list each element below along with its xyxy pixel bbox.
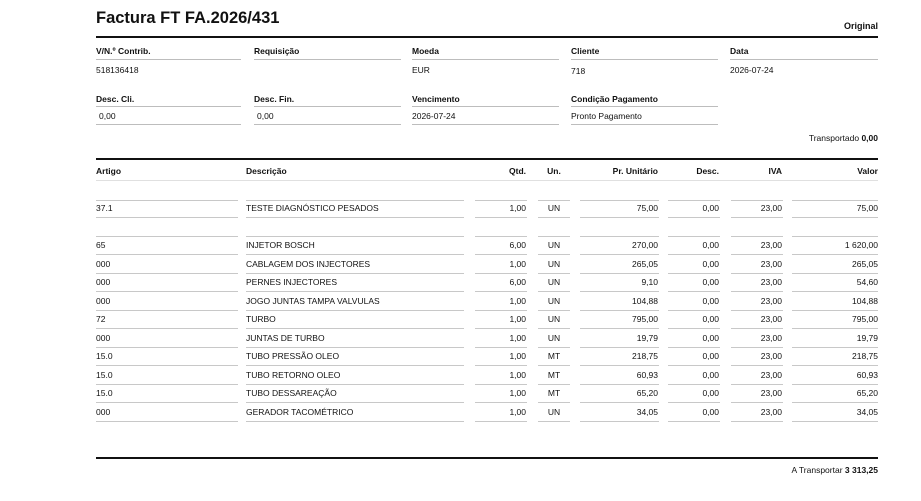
cell-underline bbox=[731, 310, 783, 311]
cell-underline bbox=[792, 347, 878, 348]
table-top-rule bbox=[96, 158, 878, 160]
cell-underline bbox=[475, 347, 527, 348]
data-label: Data bbox=[730, 46, 749, 56]
cell-underline bbox=[246, 291, 464, 292]
cell-artigo: 37.1 bbox=[96, 203, 113, 213]
cell-descricao: TUBO RETORNO OLEO bbox=[246, 370, 341, 380]
transportado-label: Transportado bbox=[808, 133, 860, 143]
vencimento-label: Vencimento bbox=[412, 94, 460, 104]
cell-desc: 0,00 bbox=[702, 296, 719, 306]
cell-underline bbox=[731, 236, 783, 237]
cell-underline bbox=[731, 273, 783, 274]
cell-qtd: 1,00 bbox=[509, 259, 526, 269]
desc-cli-value-underline bbox=[96, 124, 241, 125]
cell-underline bbox=[475, 254, 527, 255]
cell-underline bbox=[668, 254, 720, 255]
col-valor-header: Valor bbox=[857, 166, 878, 176]
cell-un: UN bbox=[547, 277, 561, 287]
cell-underline bbox=[731, 384, 783, 385]
cell-qtd: 1,00 bbox=[509, 407, 526, 417]
cell-pr-unitario: 218,75 bbox=[632, 351, 658, 361]
table-row bbox=[0, 351, 921, 370]
cell-underline bbox=[792, 328, 878, 329]
cell-underline bbox=[580, 236, 659, 237]
cell-underline bbox=[96, 347, 238, 348]
cell-pr-unitario: 60,93 bbox=[636, 370, 658, 380]
cell-underline bbox=[731, 365, 783, 366]
cell-underline bbox=[96, 200, 238, 201]
cliente-label: Cliente bbox=[571, 46, 600, 56]
col-iva-header: IVA bbox=[768, 166, 782, 176]
cell-underline bbox=[580, 384, 659, 385]
cell-artigo: 000 bbox=[96, 296, 111, 306]
cell-underline bbox=[246, 310, 464, 311]
cell-iva: 23,00 bbox=[760, 277, 782, 287]
table-row bbox=[0, 370, 921, 389]
cell-iva: 23,00 bbox=[760, 370, 782, 380]
cell-pr-unitario: 265,05 bbox=[632, 259, 658, 269]
cliente-underline bbox=[571, 59, 718, 60]
cell-underline bbox=[580, 217, 659, 218]
contrib-label: V/N.º Contrib. bbox=[96, 46, 151, 56]
table-row bbox=[0, 259, 921, 278]
cell-qtd: 1,00 bbox=[509, 388, 526, 398]
a-transportar bbox=[792, 465, 879, 475]
contrib-value: 518136418 bbox=[96, 65, 139, 75]
table-row bbox=[0, 240, 921, 259]
transportado bbox=[809, 133, 878, 143]
cell-un: UN bbox=[547, 314, 561, 324]
cell-artigo: 000 bbox=[96, 259, 111, 269]
cell-pr-unitario: 34,05 bbox=[636, 407, 658, 417]
cell-underline bbox=[580, 200, 659, 201]
cell-underline bbox=[538, 236, 570, 237]
requisicao-label: Requisição bbox=[254, 46, 300, 56]
cell-valor: 1 620,00 bbox=[844, 240, 878, 250]
cell-desc: 0,00 bbox=[702, 351, 719, 361]
cell-descricao: JOGO JUNTAS TAMPA VALVULAS bbox=[246, 296, 380, 306]
cell-underline bbox=[538, 328, 570, 329]
transportado-value: 0,00 bbox=[861, 133, 878, 143]
cell-underline bbox=[731, 402, 783, 403]
moeda-value: EUR bbox=[412, 65, 430, 75]
col-descricao-header: Descrição bbox=[246, 166, 287, 176]
cell-desc: 0,00 bbox=[702, 240, 719, 250]
cell-un: MT bbox=[547, 370, 561, 380]
cell-underline bbox=[96, 217, 238, 218]
table-bottom-rule bbox=[96, 457, 878, 459]
cell-descricao: INJETOR BOSCH bbox=[246, 240, 315, 250]
cell-un: UN bbox=[547, 296, 561, 306]
cell-artigo: 000 bbox=[96, 407, 111, 417]
cell-valor: 60,93 bbox=[856, 370, 878, 380]
table-row bbox=[0, 222, 921, 241]
cell-underline bbox=[538, 200, 570, 201]
cell-underline bbox=[538, 421, 570, 422]
cell-desc: 0,00 bbox=[702, 277, 719, 287]
cell-underline bbox=[96, 273, 238, 274]
cell-underline bbox=[792, 384, 878, 385]
cell-underline bbox=[246, 254, 464, 255]
cell-iva: 23,00 bbox=[760, 333, 782, 343]
cell-underline bbox=[792, 217, 878, 218]
desc-cli-underline bbox=[96, 106, 241, 107]
cell-pr-unitario: 270,00 bbox=[632, 240, 658, 250]
data-underline bbox=[730, 59, 878, 60]
cell-underline bbox=[475, 402, 527, 403]
vencimento-underline bbox=[412, 106, 559, 107]
col-un-header: Un. bbox=[547, 166, 561, 176]
cell-underline bbox=[731, 254, 783, 255]
cell-un: UN bbox=[547, 240, 561, 250]
cell-iva: 23,00 bbox=[760, 296, 782, 306]
cell-descricao: TURBO bbox=[246, 314, 276, 324]
requisicao-underline bbox=[254, 59, 401, 60]
cell-pr-unitario: 795,00 bbox=[632, 314, 658, 324]
desc-fin-value-underline bbox=[254, 124, 401, 125]
cell-underline bbox=[538, 347, 570, 348]
cell-underline bbox=[792, 254, 878, 255]
cell-iva: 23,00 bbox=[760, 259, 782, 269]
condicao-value: Pronto Pagamento bbox=[571, 111, 642, 121]
cell-underline bbox=[731, 217, 783, 218]
cell-descricao: CABLAGEM DOS INJECTORES bbox=[246, 259, 371, 269]
cell-valor: 265,05 bbox=[852, 259, 878, 269]
cell-underline bbox=[668, 310, 720, 311]
cliente-value: 718 bbox=[571, 66, 586, 76]
cell-underline bbox=[246, 347, 464, 348]
condicao-label: Condição Pagamento bbox=[571, 94, 658, 104]
cell-descricao: TUBO DESSAREAÇÃO bbox=[246, 388, 337, 398]
col-qtd-header: Qtd. bbox=[509, 166, 526, 176]
cell-pr-unitario: 75,00 bbox=[636, 203, 658, 213]
cell-valor: 218,75 bbox=[852, 351, 878, 361]
cell-underline bbox=[792, 200, 878, 201]
cell-qtd: 1,00 bbox=[509, 296, 526, 306]
cell-underline bbox=[96, 328, 238, 329]
cell-iva: 23,00 bbox=[760, 240, 782, 250]
cell-pr-unitario: 9,10 bbox=[641, 277, 658, 287]
cell-desc: 0,00 bbox=[702, 259, 719, 269]
cell-underline bbox=[538, 273, 570, 274]
cell-underline bbox=[668, 291, 720, 292]
cell-underline bbox=[475, 421, 527, 422]
cell-pr-unitario: 104,88 bbox=[632, 296, 658, 306]
cell-underline bbox=[475, 384, 527, 385]
copy-label: Original bbox=[843, 21, 878, 31]
cell-qtd: 1,00 bbox=[509, 203, 526, 213]
cell-underline bbox=[96, 310, 238, 311]
cell-qtd: 6,00 bbox=[509, 277, 526, 287]
cell-valor: 795,00 bbox=[852, 314, 878, 324]
contrib-underline bbox=[96, 59, 241, 60]
cell-underline bbox=[538, 291, 570, 292]
cell-descricao: TESTE DIAGNÓSTICO PESADOS bbox=[246, 203, 379, 213]
cell-valor: 54,60 bbox=[856, 277, 878, 287]
cell-pr-unitario: 19,79 bbox=[636, 333, 658, 343]
cell-underline bbox=[246, 200, 464, 201]
cell-underline bbox=[96, 291, 238, 292]
table-row bbox=[0, 296, 921, 315]
cell-underline bbox=[668, 217, 720, 218]
cell-underline bbox=[475, 217, 527, 218]
cell-underline bbox=[96, 254, 238, 255]
cell-descricao: TUBO PRESSÃO OLEO bbox=[246, 351, 340, 361]
cell-qtd: 1,00 bbox=[509, 333, 526, 343]
cell-underline bbox=[538, 310, 570, 311]
cell-underline bbox=[538, 254, 570, 255]
cell-underline bbox=[792, 421, 878, 422]
cell-artigo: 15.0 bbox=[96, 388, 113, 398]
cell-iva: 23,00 bbox=[760, 407, 782, 417]
cell-underline bbox=[668, 402, 720, 403]
cell-underline bbox=[731, 421, 783, 422]
cell-underline bbox=[246, 217, 464, 218]
cell-un: UN bbox=[547, 259, 561, 269]
desc-cli-value: 0,00 bbox=[99, 111, 116, 121]
condicao-underline bbox=[571, 106, 718, 107]
cell-desc: 0,00 bbox=[702, 203, 719, 213]
cell-qtd: 6,00 bbox=[509, 240, 526, 250]
cell-underline bbox=[668, 328, 720, 329]
cell-underline bbox=[580, 421, 659, 422]
table-row bbox=[0, 277, 921, 296]
cell-underline bbox=[246, 384, 464, 385]
cell-underline bbox=[96, 402, 238, 403]
cell-underline bbox=[668, 273, 720, 274]
cell-artigo: 000 bbox=[96, 277, 111, 287]
cell-underline bbox=[792, 236, 878, 237]
cell-qtd: 1,00 bbox=[509, 314, 526, 324]
data-value: 2026-07-24 bbox=[730, 65, 774, 75]
table-header-rule bbox=[96, 180, 878, 181]
cell-underline bbox=[246, 236, 464, 237]
desc-cli-label: Desc. Cli. bbox=[96, 94, 135, 104]
cell-underline bbox=[580, 328, 659, 329]
cell-iva: 23,00 bbox=[760, 203, 782, 213]
cell-underline bbox=[538, 217, 570, 218]
cell-valor: 34,05 bbox=[856, 407, 878, 417]
cell-underline bbox=[580, 365, 659, 366]
cell-un: UN bbox=[547, 407, 561, 417]
cell-underline bbox=[792, 402, 878, 403]
cell-underline bbox=[731, 347, 783, 348]
cell-underline bbox=[96, 365, 238, 366]
cell-underline bbox=[792, 365, 878, 366]
cell-desc: 0,00 bbox=[702, 407, 719, 417]
cell-iva: 23,00 bbox=[760, 314, 782, 324]
cell-underline bbox=[668, 421, 720, 422]
cell-pr-unitario: 65,20 bbox=[636, 388, 658, 398]
table-row bbox=[0, 407, 921, 426]
vencimento-value-underline bbox=[412, 124, 559, 125]
cell-underline bbox=[96, 421, 238, 422]
cell-underline bbox=[668, 200, 720, 201]
cell-underline bbox=[668, 384, 720, 385]
cell-artigo: 65 bbox=[96, 240, 106, 250]
cell-un: UN bbox=[547, 333, 561, 343]
desc-fin-label: Desc. Fin. bbox=[254, 94, 295, 104]
col-pr-unitario-header: Pr. Unitário bbox=[612, 166, 658, 176]
col-artigo-header: Artigo bbox=[96, 166, 122, 176]
moeda-label: Moeda bbox=[412, 46, 439, 56]
cell-underline bbox=[475, 200, 527, 201]
cell-desc: 0,00 bbox=[702, 370, 719, 380]
cell-underline bbox=[792, 291, 878, 292]
cell-qtd: 1,00 bbox=[509, 370, 526, 380]
cell-underline bbox=[731, 200, 783, 201]
table-row bbox=[0, 333, 921, 352]
cell-artigo: 15.0 bbox=[96, 351, 113, 361]
cell-underline bbox=[668, 236, 720, 237]
cell-descricao: GERADOR TACOMÉTRICO bbox=[246, 407, 354, 417]
cell-un: UN bbox=[547, 203, 561, 213]
cell-iva: 23,00 bbox=[760, 388, 782, 398]
cell-underline bbox=[731, 291, 783, 292]
cell-underline bbox=[96, 384, 238, 385]
cell-valor: 19,79 bbox=[856, 333, 878, 343]
cell-artigo: 000 bbox=[96, 333, 111, 343]
cell-descricao: JUNTAS DE TURBO bbox=[246, 333, 325, 343]
cell-valor: 75,00 bbox=[856, 203, 878, 213]
cell-underline bbox=[668, 347, 720, 348]
a-transportar-value: 3 313,25 bbox=[844, 465, 878, 475]
invoice-title: Factura FT FA.2026/431 bbox=[96, 9, 280, 27]
cell-un: MT bbox=[547, 388, 561, 398]
cell-underline bbox=[792, 273, 878, 274]
cell-underline bbox=[475, 291, 527, 292]
cell-underline bbox=[246, 421, 464, 422]
cell-underline bbox=[246, 273, 464, 274]
cell-valor: 104,88 bbox=[852, 296, 878, 306]
cell-underline bbox=[475, 236, 527, 237]
cell-un: MT bbox=[547, 351, 561, 361]
cell-underline bbox=[475, 365, 527, 366]
cell-underline bbox=[96, 236, 238, 237]
a-transportar-label: A Transportar bbox=[791, 465, 843, 475]
desc-fin-value: 0,00 bbox=[257, 111, 274, 121]
cell-valor: 65,20 bbox=[856, 388, 878, 398]
cell-iva: 23,00 bbox=[760, 351, 782, 361]
table-row bbox=[0, 203, 921, 222]
cell-underline bbox=[792, 310, 878, 311]
cell-underline bbox=[475, 310, 527, 311]
cell-underline bbox=[475, 273, 527, 274]
cell-desc: 0,00 bbox=[702, 314, 719, 324]
cell-descricao: PERNES INJECTORES bbox=[246, 277, 338, 287]
cell-desc: 0,00 bbox=[702, 333, 719, 343]
cell-underline bbox=[246, 365, 464, 366]
title-divider bbox=[96, 36, 878, 38]
cell-underline bbox=[668, 365, 720, 366]
cell-underline bbox=[580, 254, 659, 255]
cell-underline bbox=[246, 402, 464, 403]
cell-desc: 0,00 bbox=[702, 388, 719, 398]
vencimento-value: 2026-07-24 bbox=[412, 111, 456, 121]
cell-underline bbox=[475, 328, 527, 329]
cell-underline bbox=[580, 291, 659, 292]
cell-underline bbox=[580, 310, 659, 311]
condicao-value-underline bbox=[571, 124, 718, 125]
moeda-underline bbox=[412, 59, 559, 60]
cell-artigo: 72 bbox=[96, 314, 106, 324]
desc-fin-underline bbox=[254, 106, 401, 107]
cell-underline bbox=[538, 365, 570, 366]
cell-underline bbox=[246, 328, 464, 329]
cell-artigo: 15.0 bbox=[96, 370, 113, 380]
cell-underline bbox=[538, 384, 570, 385]
cell-underline bbox=[538, 402, 570, 403]
col-desc-header: Desc. bbox=[696, 166, 719, 176]
cell-underline bbox=[580, 347, 659, 348]
cell-underline bbox=[580, 402, 659, 403]
table-row bbox=[0, 388, 921, 407]
cell-qtd: 1,00 bbox=[509, 351, 526, 361]
cell-underline bbox=[731, 328, 783, 329]
cell-underline bbox=[580, 273, 659, 274]
table-row bbox=[0, 314, 921, 333]
